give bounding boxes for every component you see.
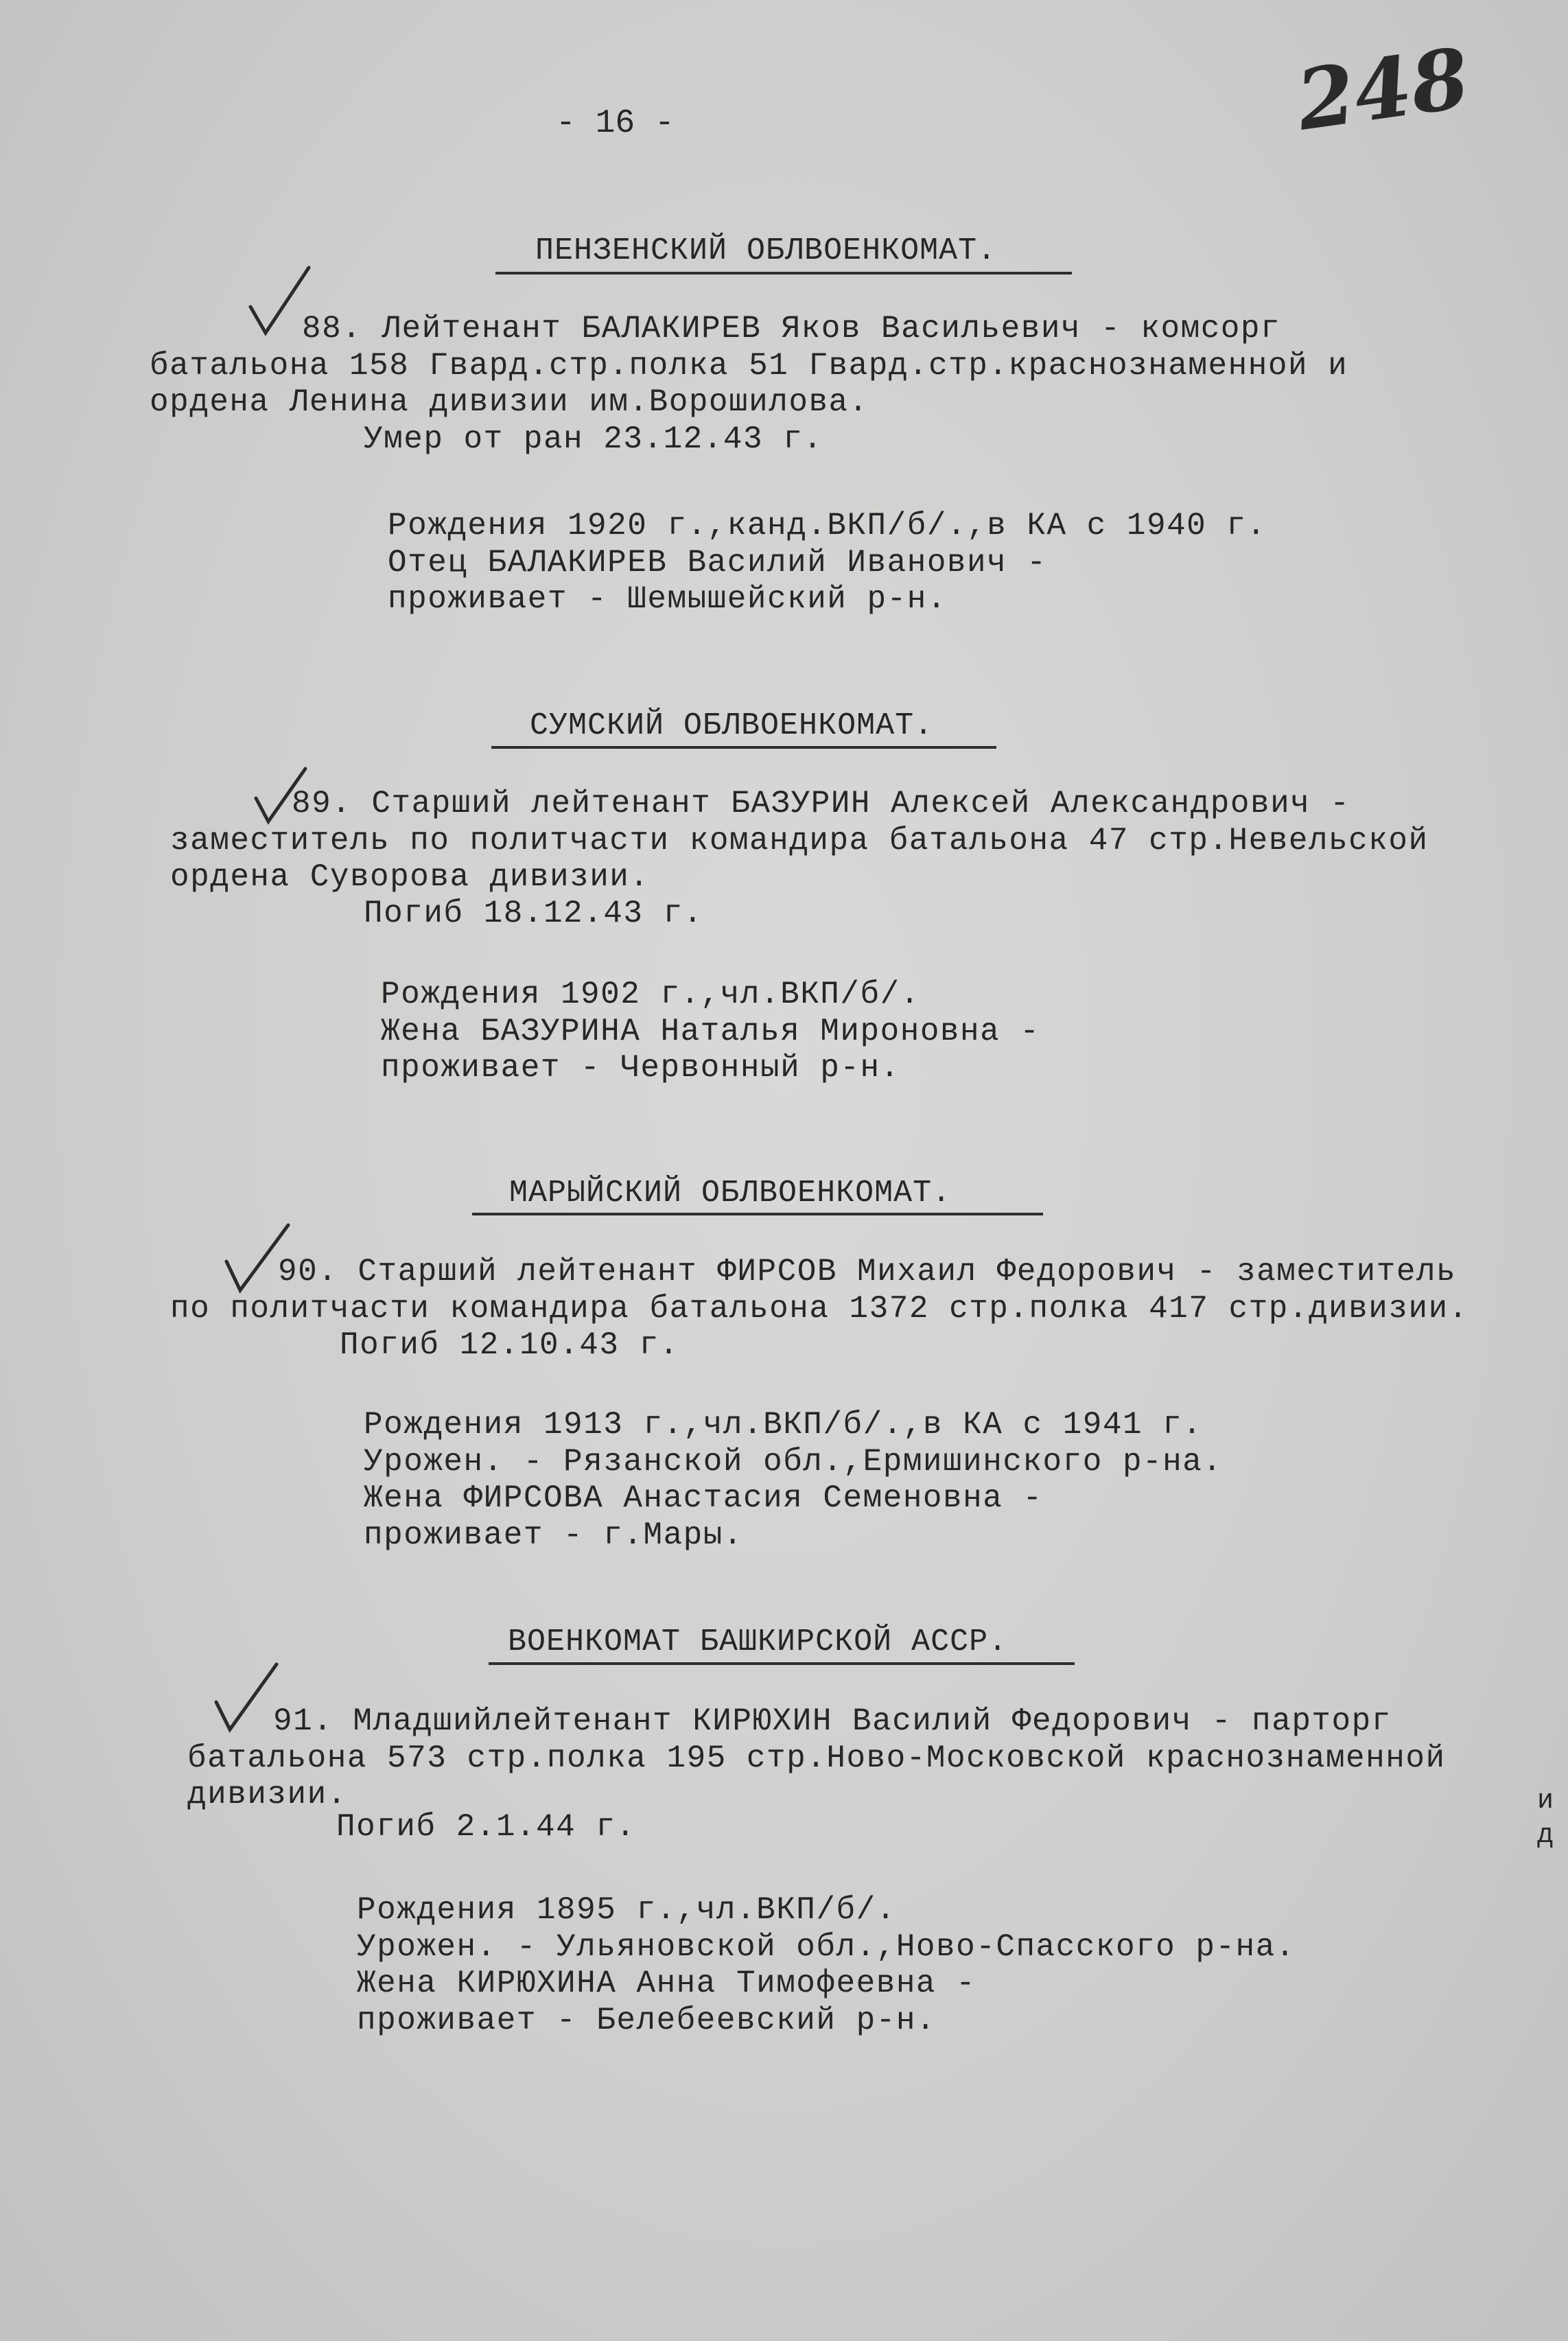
- text-line: Погиб 2.1.44 г.: [336, 1809, 636, 1845]
- text-line: Погиб 18.12.43 г.: [364, 896, 703, 931]
- text-line: по политчасти командира батальона 1372 стр.полка 417 стр.дивизии.: [170, 1291, 1468, 1327]
- text-line: Рождения 1895 г.,чл.ВКП/б/.: [357, 1892, 896, 1928]
- section-heading: ВОЕНКОМАТ БАШКИРСКОЙ АССР.: [508, 1624, 1008, 1659]
- heading-underline: [491, 746, 996, 749]
- text-line: Отец БАЛАКИРЕВ Василий Иванович -: [388, 545, 1047, 581]
- text-line: Рождения 1902 г.,чл.ВКП/б/.: [381, 977, 920, 1012]
- text-line: Жена КИРЮХИНА Анна Тимофеевна -: [357, 1966, 976, 2001]
- text-line: 89. Старший лейтенант БАЗУРИН Алексей Александрович -: [292, 786, 1350, 822]
- text-line: 88. Лейтенант БАЛАКИРЕВ Яков Васильевич - комсорг: [302, 311, 1281, 347]
- text-line: Погиб 12.10.43 г.: [340, 1327, 679, 1363]
- heading-underline: [495, 272, 1072, 275]
- text-line: Урожен. - Ульяновской обл.,Ново-Спасского р-на.: [357, 1929, 1296, 1965]
- text-line: проживает - Белебеевский р-н.: [357, 2003, 937, 2038]
- text-line: Жена ФИРСОВА Анастасия Семеновна -: [364, 1480, 1043, 1516]
- text-line: Жена БАЗУРИНА Наталья Мироновна -: [381, 1014, 1040, 1049]
- page-number: - 16 -: [556, 105, 675, 142]
- heading-underline: [472, 1213, 1043, 1215]
- section-heading: ПЕНЗЕНСКИЙ ОБЛВОЕНКОМАТ.: [535, 233, 997, 268]
- text-line: 90. Старший лейтенант ФИРСОВ Михаил Федорович - заместитель: [278, 1254, 1457, 1290]
- section-heading: МАРЫЙСКИЙ ОБЛВОЕНКОМАТ.: [509, 1176, 952, 1211]
- section-heading: СУМСКИЙ ОБЛВОЕНКОМАТ.: [530, 708, 934, 743]
- text-line: заместитель по политчасти командира батальона 47 стр.Невельской: [170, 823, 1429, 859]
- text-line: Умер от ран 23.12.43 г.: [364, 421, 823, 457]
- text-line: проживает - Шемышейский р-н.: [388, 581, 947, 617]
- text-line: проживает - Червонный р-н.: [381, 1050, 900, 1086]
- text-line: Рождения 1913 г.,чл.ВКП/б/.,в КА с 1941 г.: [364, 1407, 1203, 1443]
- archive-page-number: 248: [1291, 30, 1475, 150]
- text-line: Урожен. - Рязанской обл.,Ермишинского р-на.: [364, 1444, 1223, 1480]
- text-line: 91. Младшийлейтенант КИРЮХИН Василий Федорович - парторг: [273, 1703, 1392, 1739]
- text-line: ордена Суворова дивизии.: [170, 859, 650, 895]
- text-line: дивизии.: [187, 1777, 347, 1813]
- heading-underline: [489, 1662, 1075, 1665]
- text-line: проживает - г.Мары.: [364, 1517, 743, 1553]
- text-line: батальона 158 Гвард.стр.полка 51 Гвард.стр.краснознаменной и: [150, 348, 1348, 384]
- text-line: ордена Ленина дивизии им.Ворошилова.: [150, 384, 869, 420]
- margin-note: и д: [1537, 1786, 1554, 1851]
- text-line: батальона 573 стр.полка 195 стр.Ново-Московской краснознаменной: [187, 1740, 1446, 1776]
- text-line: Рождения 1920 г.,канд.ВКП/б/.,в КА с 1940 г.: [388, 508, 1267, 544]
